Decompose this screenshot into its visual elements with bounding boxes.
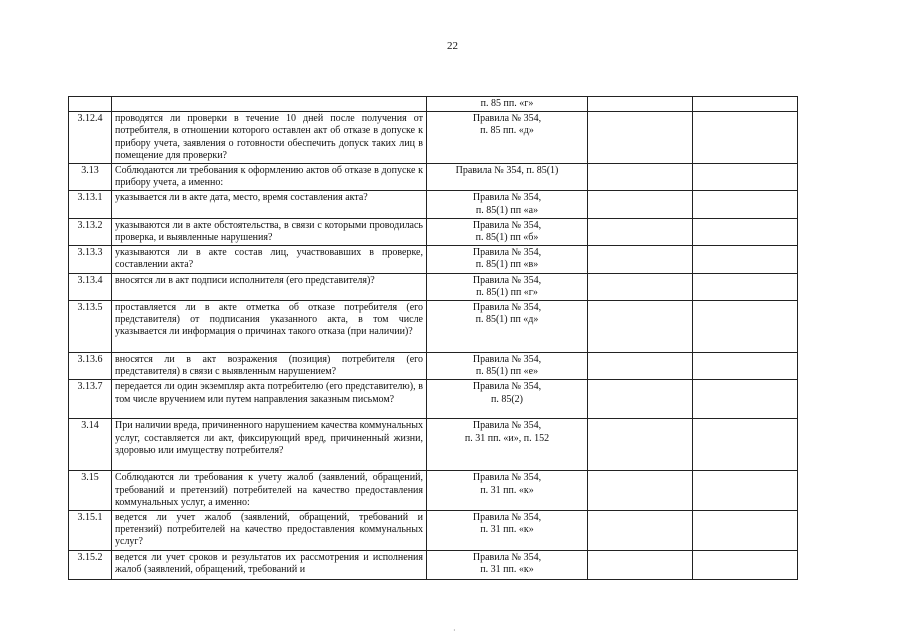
question-text: При наличии вреда, причиненного нарушением качества коммунальных услуг, составляется ли акт, фиксирующий вред, причиненный жизни, здоровью или имуществу потребителя? bbox=[112, 419, 427, 471]
reference-line: Правила № 354, п. 85(1) bbox=[455, 165, 559, 177]
legal-reference bbox=[427, 301, 588, 353]
table-row bbox=[69, 246, 798, 273]
legal-reference bbox=[427, 471, 588, 511]
legal-reference bbox=[427, 550, 588, 579]
reference-line: п. 31 пп. «к» bbox=[480, 563, 534, 575]
legal-reference bbox=[427, 97, 588, 112]
table-row bbox=[69, 191, 798, 218]
item-number: 3.13.4 bbox=[69, 273, 112, 300]
table-row bbox=[69, 550, 798, 579]
question-text: проводятся ли проверки в течение 10 дней после получения от потребителя, в отношении которого оставлен акт об отказе в допуске к прибору учета, заявления о готовности обеспечить допуск таких лиц в помещение для проверки? bbox=[112, 112, 427, 164]
table-row bbox=[69, 164, 798, 191]
note-cell bbox=[693, 511, 798, 551]
reference-line: п. 85(1) пп «б» bbox=[475, 232, 539, 244]
legal-reference bbox=[427, 273, 588, 300]
answer-cell bbox=[588, 511, 693, 551]
note-cell bbox=[693, 246, 798, 273]
reference-line: Правила № 354, bbox=[472, 302, 542, 314]
reference-line: п. 31 пп. «и», п. 152 bbox=[464, 432, 550, 444]
note-cell bbox=[693, 112, 798, 164]
table-row bbox=[69, 419, 798, 471]
reference-line: Правила № 354, bbox=[472, 420, 542, 432]
table-row bbox=[69, 301, 798, 353]
answer-cell bbox=[588, 191, 693, 218]
table-row bbox=[69, 112, 798, 164]
table-row bbox=[69, 380, 798, 419]
note-cell bbox=[693, 164, 798, 191]
question-text: указывается ли в акте дата, место, время составления акта? bbox=[112, 191, 427, 218]
note-cell bbox=[693, 273, 798, 300]
reference-line: п. 85(2) bbox=[490, 393, 523, 405]
item-number bbox=[69, 97, 112, 112]
answer-cell bbox=[588, 419, 693, 471]
question-text: Соблюдаются ли требования к учету жалоб (заявлений, обращений, требований и претензий) потребителей на качество предоставления коммунальных услуг, а именно: bbox=[112, 471, 427, 511]
answer-cell bbox=[588, 550, 693, 579]
table-row bbox=[69, 471, 798, 511]
question-text: указываются ли в акте состав лиц, участвовавших в проверке, составлении акта? bbox=[112, 246, 427, 273]
legal-reference bbox=[427, 112, 588, 164]
question-text: вносятся ли в акт подписи исполнителя (его представителя)? bbox=[112, 273, 427, 300]
legal-reference bbox=[427, 353, 588, 380]
reference-line: Правила № 354, bbox=[472, 113, 542, 125]
checklist-table-body bbox=[69, 97, 798, 580]
reference-line: п. 85(1) пп «в» bbox=[475, 259, 539, 271]
note-cell bbox=[693, 380, 798, 419]
answer-cell bbox=[588, 112, 693, 164]
table-row bbox=[69, 97, 798, 112]
note-cell bbox=[693, 353, 798, 380]
legal-reference bbox=[427, 419, 588, 471]
reference-line: Правила № 354, bbox=[472, 512, 542, 524]
item-number: 3.12.4 bbox=[69, 112, 112, 164]
legal-reference bbox=[427, 164, 588, 191]
answer-cell bbox=[588, 97, 693, 112]
item-number: 3.13.3 bbox=[69, 246, 112, 273]
item-number: 3.13.5 bbox=[69, 301, 112, 353]
item-number: 3.15 bbox=[69, 471, 112, 511]
note-cell bbox=[693, 471, 798, 511]
item-number: 3.15.2 bbox=[69, 550, 112, 579]
question-text: ведется ли учет жалоб (заявлений, обращений, требований и претензий) потребителей на качество предоставления коммунальных услуг? bbox=[112, 511, 427, 551]
answer-cell bbox=[588, 218, 693, 245]
item-number: 3.15.1 bbox=[69, 511, 112, 551]
reference-line: п. 85 пп. «д» bbox=[480, 125, 534, 137]
note-cell bbox=[693, 419, 798, 471]
reference-line: п. 85(1) пп «д» bbox=[475, 314, 539, 326]
answer-cell bbox=[588, 353, 693, 380]
note-cell bbox=[693, 218, 798, 245]
note-cell bbox=[693, 97, 798, 112]
table-row bbox=[69, 218, 798, 245]
checklist-table bbox=[68, 96, 798, 580]
question-text bbox=[112, 97, 427, 112]
reference-line: Правила № 354, bbox=[472, 219, 542, 231]
note-cell bbox=[693, 550, 798, 579]
item-number: 3.13 bbox=[69, 164, 112, 191]
question-text: проставляется ли в акте отметка об отказе потребителя (его представителя) от подписания указанного акта, в том числе указывается ли информация о причинах такого отказа (при наличии)? bbox=[112, 301, 427, 353]
item-number: 3.13.7 bbox=[69, 380, 112, 419]
question-text: указываются ли в акте обстоятельства, в связи с которыми проводилась проверка, и выявленные нарушения? bbox=[112, 218, 427, 245]
question-text: передается ли один экземпляр акта потребителю (его представителю), в том числе вручением или путем направления заказным письмом? bbox=[112, 380, 427, 419]
question-text: ведется ли учет сроков и результатов их рассмотрения и исполнения жалоб (заявлений, обращений, требований и bbox=[112, 550, 427, 579]
reference-line: Правила № 354, bbox=[472, 192, 542, 204]
table-row bbox=[69, 273, 798, 300]
item-number: 3.13.2 bbox=[69, 218, 112, 245]
reference-line: Правила № 354, bbox=[472, 354, 542, 366]
legal-reference bbox=[427, 218, 588, 245]
scan-mark: · bbox=[453, 626, 456, 635]
legal-reference bbox=[427, 511, 588, 551]
answer-cell bbox=[588, 246, 693, 273]
answer-cell bbox=[588, 301, 693, 353]
item-number: 3.13.6 bbox=[69, 353, 112, 380]
table-row bbox=[69, 353, 798, 380]
reference-line: Правила № 354, bbox=[472, 381, 542, 393]
answer-cell bbox=[588, 273, 693, 300]
reference-line: Правила № 354, bbox=[472, 247, 542, 259]
reference-line: п. 31 пп. «к» bbox=[480, 524, 534, 536]
reference-line: п. 31 пп. «к» bbox=[480, 484, 534, 496]
table-row bbox=[69, 511, 798, 551]
reference-line: п. 85(1) пп «е» bbox=[475, 366, 539, 378]
reference-line: Правила № 354, bbox=[472, 551, 542, 563]
reference-line: Правила № 354, bbox=[472, 274, 542, 286]
reference-line: Правила № 354, bbox=[472, 472, 542, 484]
answer-cell bbox=[588, 164, 693, 191]
note-cell bbox=[693, 191, 798, 218]
reference-line: п. 85 пп. «г» bbox=[480, 98, 534, 109]
page-number: 22 bbox=[447, 40, 458, 52]
question-text: вносятся ли в акт возражения (позиция) потребителя (его представителя) в связи с выявленным нарушением? bbox=[112, 353, 427, 380]
note-cell bbox=[693, 301, 798, 353]
question-text: Соблюдаются ли требования к оформлению актов об отказе в допуске к прибору учета, а именно: bbox=[112, 164, 427, 191]
answer-cell bbox=[588, 471, 693, 511]
item-number: 3.13.1 bbox=[69, 191, 112, 218]
reference-line: п. 85(1) пп «г» bbox=[476, 286, 538, 298]
legal-reference bbox=[427, 380, 588, 419]
answer-cell bbox=[588, 380, 693, 419]
legal-reference bbox=[427, 246, 588, 273]
legal-reference bbox=[427, 191, 588, 218]
reference-line: п. 85(1) пп «а» bbox=[475, 204, 539, 216]
item-number: 3.14 bbox=[69, 419, 112, 471]
